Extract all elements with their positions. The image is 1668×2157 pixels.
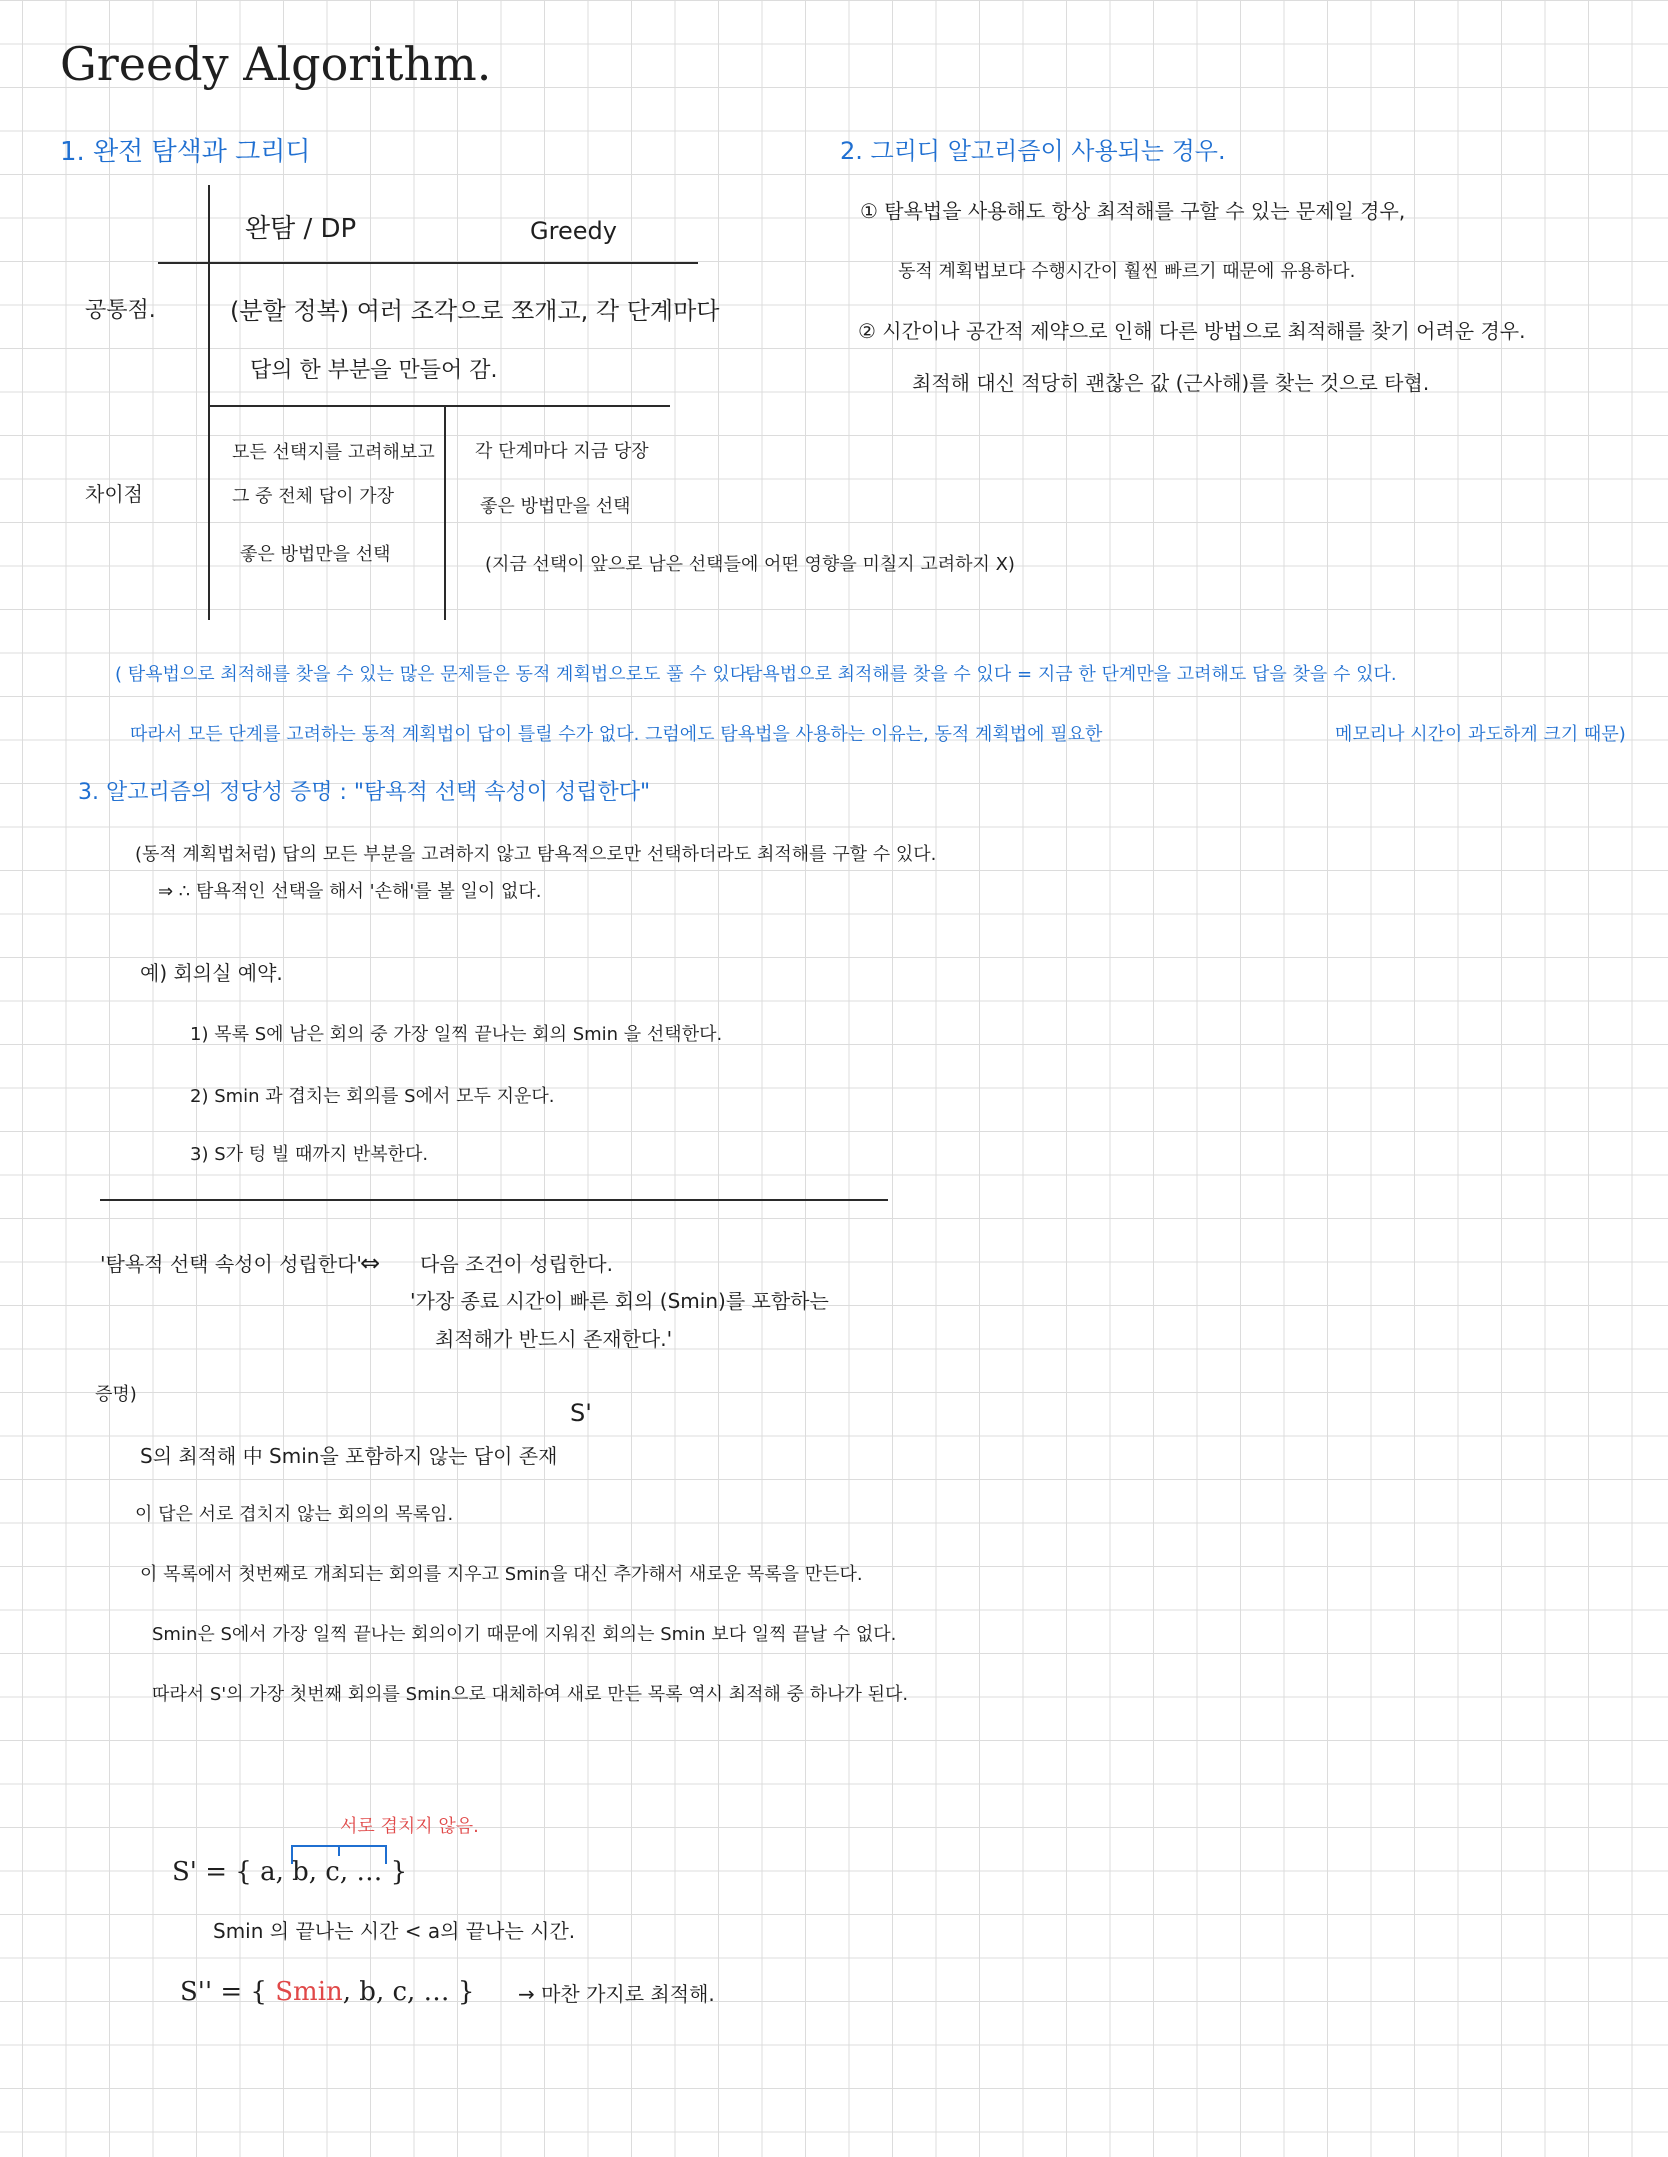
example-step3: 3) S가 텅 빌 때까지 반복한다. [190,1144,429,1165]
row-label-difference: 차이점 [85,482,143,506]
proof-line2: 이 답은 서로 겹치지 않는 회의의 목록임. [135,1504,454,1525]
property-right-line2: '가장 종료 시간이 빠른 회의 (Smin)를 포함하는 [410,1289,829,1313]
set-s-double-prime-prefix: S'' = { [180,1977,267,2007]
example-step1: 1) 목록 S에 남은 회의 중 가장 일찍 끝나는 회의 Smin 을 선택한다. [190,1024,723,1045]
end-time-comparison: Smin 의 끝나는 시간 < a의 끝나는 시간. [213,1919,576,1943]
common-text-line2: 답의 한 부분을 만들어 감. [250,358,498,383]
section2-item2-line2: 최적해 대신 적당히 괜찮은 값 (근사해)를 찾는 것으로 타협. [912,371,1430,395]
conclusion: → 마찬 가지로 최적해. [518,1982,715,2006]
blue-note-line2b: 메모리나 시간이 과도하게 크기 때문) [1335,724,1626,745]
common-text-line1: (분할 정복) 여러 조각으로 쪼개고, 각 단계마다 [230,297,720,325]
table-vertical-divider [208,185,210,620]
blue-note-line1b: 탐욕법으로 최적해를 찾을 수 있다 = 지금 한 단계만을 고려해도 답을 찾을 수 있다. [745,664,1397,685]
diff-note: (지금 선택이 앞으로 남은 선택들에 어떤 영향을 미칠지 고려하지 X) [485,554,1015,575]
diff-left-line2: 그 중 전체 답이 가장 [232,486,394,507]
table-diff-divider [444,405,446,620]
property-equivalence-arrow: ⇔ [360,1249,381,1277]
section2-heading: 2. 그리디 알고리즘이 사용되는 경우. [840,137,1226,165]
proof-label: 증명) [95,1384,137,1405]
table-header-rule [158,262,698,264]
proof-line5: 따라서 S'의 가장 첫번째 회의를 Smin으로 대체하여 새로 만든 목록 역시 최적해 중 하나가 된다. [152,1684,909,1705]
section3-heading: 3. 알고리즘의 정당성 증명 : "탐욕적 선택 속성이 성립한다" [78,780,651,805]
section2-item2-line1: ② 시간이나 공간적 제약으로 인해 다른 방법으로 최적해를 찾기 어려운 경우. [858,319,1526,343]
section3-line1: (동적 계획법처럼) 답의 모든 부분을 고려하지 않고 탐욕적으로만 선택하더라도 최적해를 구할 수 있다. [135,844,937,865]
proof-line4: Smin은 S에서 가장 일찍 끝나는 회의이기 때문에 지워진 회의는 Smin 보다 일찍 끝날 수 없다. [152,1624,897,1645]
page-title: Greedy Algorithm. [60,37,492,91]
property-right-line3: 최적해가 반드시 존재한다.' [435,1327,673,1351]
proof-line3: 이 목록에서 첫번째로 개최되는 회의를 지우고 Smin을 대신 추가해서 새로운 목록을 만든다. [140,1564,863,1585]
table-common-rule [210,405,670,407]
property-right-line1: 다음 조건이 성립한다. [420,1252,613,1276]
set-s-double-prime-smin: Smin [275,1977,343,2007]
row-label-common: 공통점. [85,298,156,323]
diff-left-line3: 좋은 방법만을 선택 [240,544,391,565]
section2-item1-line1: ① 탐욕법을 사용해도 항상 최적해를 구할 수 있는 문제일 경우, [860,199,1406,223]
col-header-exhaustive-dp: 완탐 / DP [245,214,357,244]
section3-line2: ⇒ ∴ 탐욕적인 선택을 해서 '손해'를 볼 일이 없다. [158,881,542,902]
diff-right-line2: 좋은 방법만을 선택 [480,496,631,517]
diff-right-line1: 각 단계마다 지금 당장 [475,441,649,462]
blue-note-line1a: ( 탐욕법으로 최적해를 찾을 수 있는 많은 문제들은 동적 계획법으로도 풀 수 있다. [115,664,753,685]
proof-line1: S의 최적해 中 Smin을 포함하지 않는 답이 존재 [140,1444,558,1468]
property-left: '탐욕적 선택 속성이 성립한다' [100,1252,362,1276]
set-s-double-prime [180,1978,474,2008]
example-label: 예) 회의실 예약. [140,961,283,985]
diff-left-line1: 모든 선택지를 고려해보고 [232,442,435,463]
set-s-prime: S' = { a, b, c, … } [172,1857,408,1887]
set-s-double-prime-suffix: , b, c, … } [342,1977,475,2007]
section-divider [100,1199,888,1201]
example-step2: 2) Smin 과 겹치는 회의를 S에서 모두 지운다. [190,1086,555,1107]
overlap-note: 서로 겹치지 않음. [340,1816,479,1837]
section1-heading: 1. 완전 탐색과 그리디 [60,137,311,167]
blue-note-line2a: 따라서 모든 단계를 고려하는 동적 계획법이 답이 틀릴 수가 없다. 그럼에도 탐욕법을 사용하는 이유는, 동적 계획법에 필요한 [130,724,1103,745]
col-header-greedy: Greedy [530,217,617,245]
section2-item1-line2: 동적 계획법보다 수행시간이 훨씬 빠르기 때문에 유용하다. [898,261,1356,282]
s-prime-annotation: S' [570,1399,592,1427]
